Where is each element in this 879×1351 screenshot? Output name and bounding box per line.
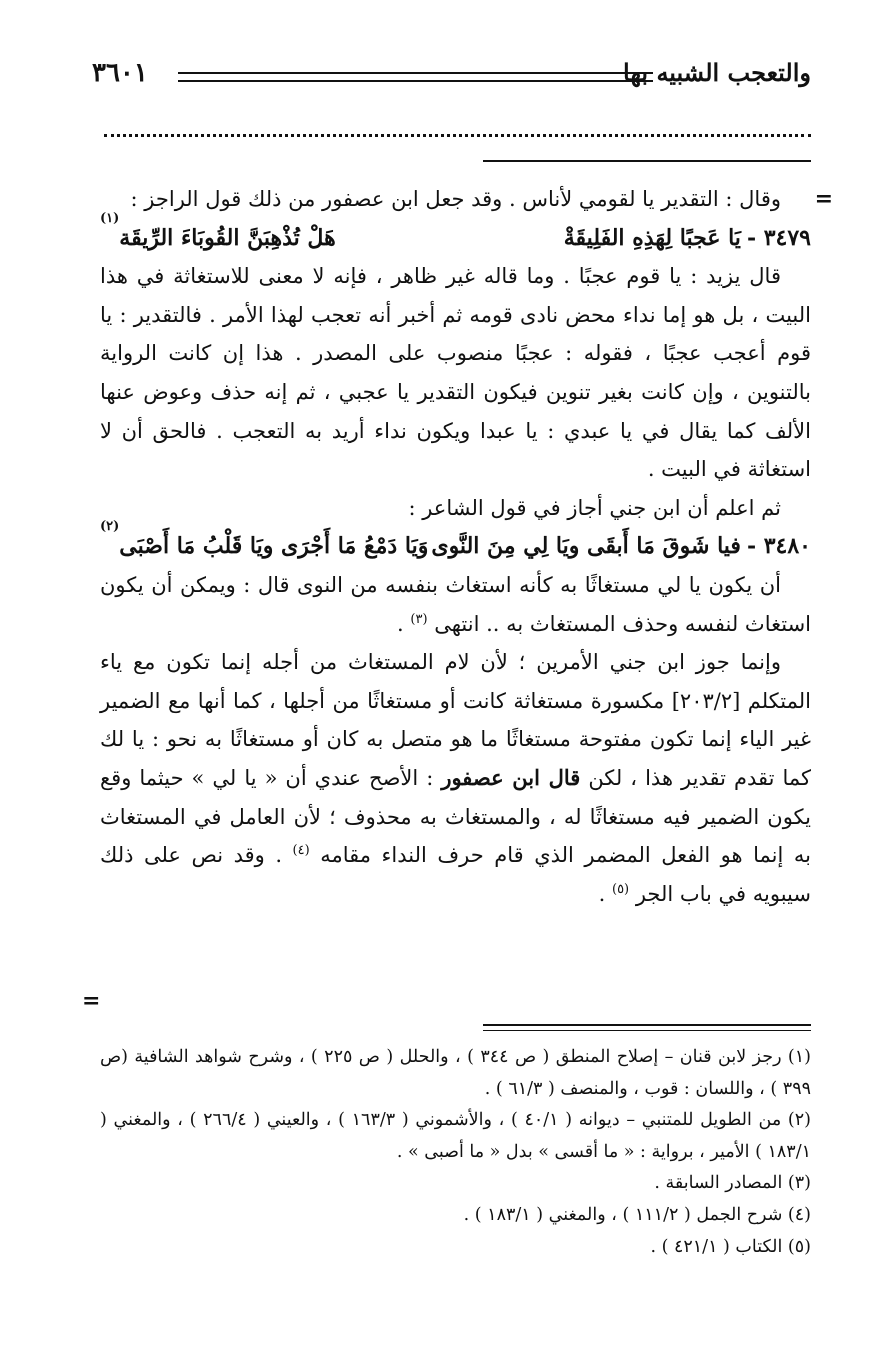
margin-mark-top: = [814,186,833,212]
paragraph-2: قال يزيد : يا قوم عجبًا . وما قاله غير ظاهر ، فإنه لا معنى للاستغاثة في هذا البيت ، بل هو إما نداء محض نادى قومه ثم أخبر أنه تعجب لهذا الأمر . فالتقدير : يا قوم أعجب عجبًا ، فقوله : عجبًا منصوب على المصدر . هذا إن كانت الرواية بالتنوين ، وإن كانت بغير تنوين فيكون التقدير يا عجبي ، ثم إنه حذف وعوض عنها الألف كما يقال في يا عبدي : يا عبدا ويكون نداء أريد به التعجب . فالحق أن لا استغاثة في البيت . [100,264,811,482]
footnotes [100,1042,811,1263]
verse-number: ٣٤٨٠ - [746,533,811,560]
paragraph-5-part-b: : الأصح عندي أن « يا لي » حيثما وقع يكون الضمير فيه مستغاثًا له ، والمستغاث به محذوف ؛ لأن العامل في المستغاث به إنما هو الفعل المضمر الذي قام حرف النداء مقامه [100,765,811,868]
paragraph-3: ثم اعلم أن ابن جني أجاز في قول الشاعر : [408,495,781,520]
dotted-separator [104,120,811,137]
paragraph-5-part-a: وإنما جوز ابن جني الأمرين ؛ لأن لام المستغاث من أجله إنما تكون مع ياء المتكلم [٢٠٣/٢] مكسورة مستغاثة كانت أو مستغاثًا من أجلها ، كما أنها مع الضمير غير الياء إنما تكون مفتوحة مستغاثًا ما هو متصل به كان أو مستغاثًا به نحو : يا لك كما تقدم تقدير هذا ، لكن [100,650,811,790]
footnote-ref: (٤) [292,843,310,859]
footnote-1: (١) رجز لابن قنان – إصلاح المنطق ( ص ٣٤٤ ) ، والحلل ( ص ٢٢٥ ) ، وشرح شواهد الشافية (ص ٣٩٩ ) ، واللسان : قوب ، والمنصف ( ٦١/٣ ) . [100,1047,811,1099]
footnote-ref: (٥) [611,881,630,897]
footnote-3: (٣) المصادر السابقة . [654,1173,811,1194]
margin-mark-bottom: = [82,988,101,1014]
footnote-ref: (٣) [410,611,428,627]
verse-3480 [100,519,811,566]
footnote-5: (٥) الكتاب ( ٤٢١/١ ) . [650,1236,811,1257]
verse-3479 [100,210,811,258]
header-double-rule [178,72,653,82]
page-number: ٣٦٠١ [92,58,148,88]
header-title: والتعجب الشبيه بها [623,58,811,87]
footnote-ref: (٢) [100,519,120,535]
verse-hemistich-1: فيا شَوقَ مَا أَبقَى ويَا لِي مِنَ النَّوى [431,533,741,560]
paragraph-4-end: . [397,611,411,636]
paragraph-1: وقال : التقدير يا لقومي لأناس . وقد جعل ابن عصفور من ذلك قول الراجز : [130,187,781,211]
top-rule [483,160,811,162]
verse-hemistich-2: وَيَا دَمْعُ مَا أَجْرَى ويَا قَلْبُ مَا أَصْبَى [119,533,429,560]
paragraph-5-end: . [598,881,612,906]
verse-hemistich-2: هَلْ تُذْهِبَنَّ القُوبَاءَ الرِّيقَة [119,224,336,251]
verse-number: ٣٤٧٩ - [746,224,811,251]
paragraph-5-bold: قال ابن عصفور [441,764,581,790]
footnote-2: (٢) من الطويل للمتنبي – ديوانه ( ٤٠/١ ) ، والأشموني ( ١٦٣/٣ ) ، والعيني ( ٢٦٦/٤ ) ، والمغني ( ١٨٣/١ ) الأمير ، برواية : « ما أقسى » بدل « ما أصبى » . [100,1110,811,1162]
paragraph-5 [100,643,811,913]
running-header [92,56,811,96]
footnote-ref: (١) [100,210,120,226]
verse-hemistich-1: يَا عَجبًا لِهَذِهِ الفَلِيقَةْ [563,224,741,251]
paragraph-4 [100,566,811,643]
footnote-4: (٤) شرح الجمل ( ١١١/٢ ) ، والمغني ( ١٨٣/١ ) . [463,1204,811,1225]
paragraph-4-text: أن يكون يا لي مستغاثًا به كأنه استغاث بنفسه من النوى قال : ويمكن أن يكون استغاث لنفسه وحذف المستغاث به .. انتهى [100,572,811,636]
main-text [100,180,811,913]
paragraph-5-part-c: . وقد نص على ذلك سيبويه في باب الجر [100,843,811,906]
footnote-rule [483,1024,811,1031]
